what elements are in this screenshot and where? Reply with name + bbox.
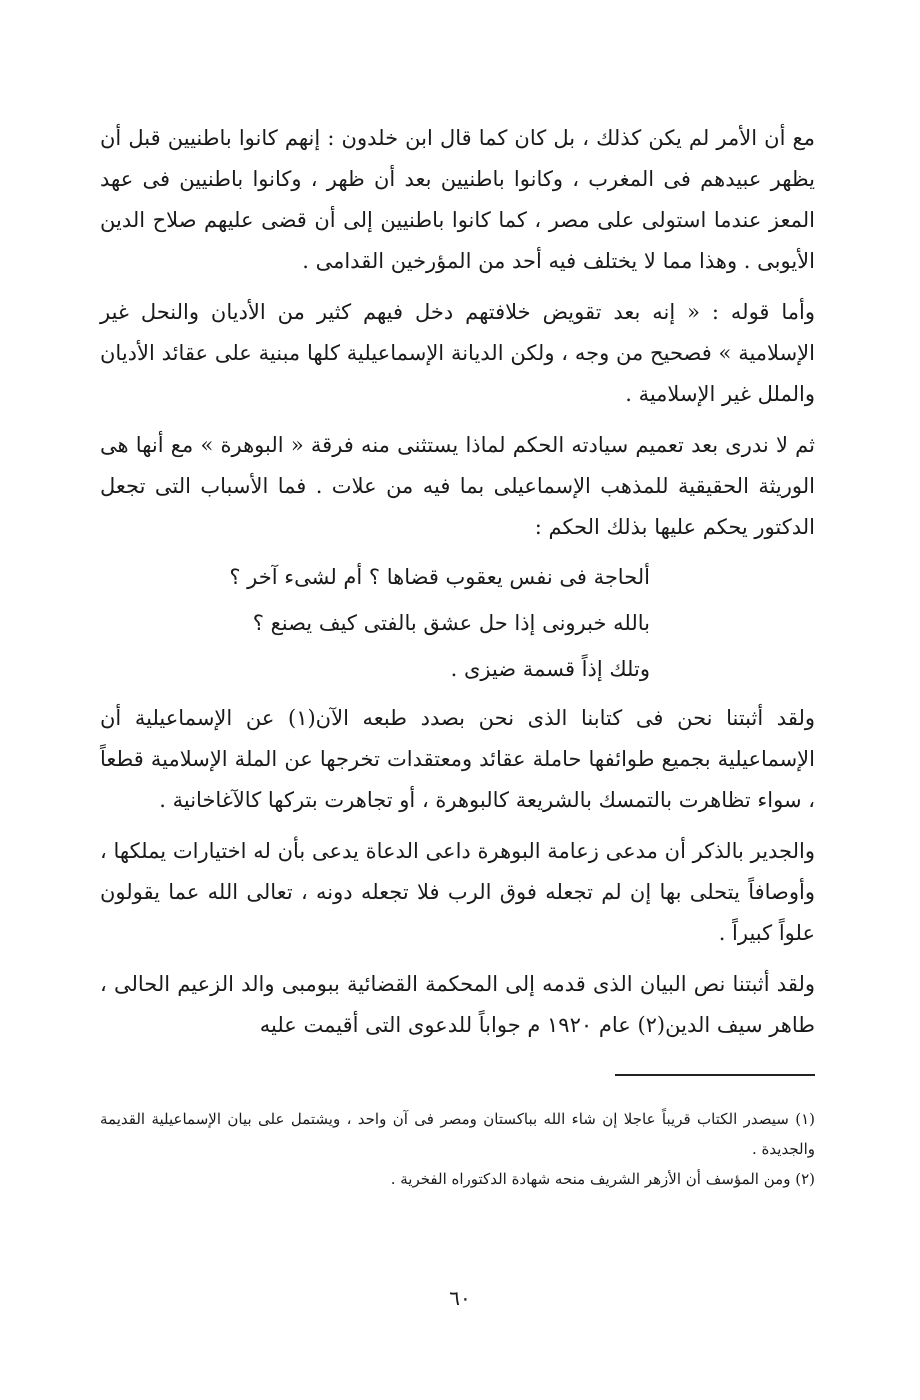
footnote-2: (٢) ومن المؤسف أن الأزهر الشريف منحه شهادة الدكتوراه الفخرية . bbox=[390, 1170, 815, 1188]
verse-line-2: بالله خبرونى إذا حل عشق بالفتى كيف يصنع ؟ bbox=[252, 611, 650, 635]
paragraph-6: ولقد أثبتنا نص البيان الذى قدمه إلى المحكمة القضائية ببومبى والد الزعيم الحالى ، طاهر سيف الدين(٢) عام ١٩٢٠ م جواباً للدعوى التى أقيمت عليه bbox=[100, 972, 815, 1037]
paragraph-3: ثم لا ندرى بعد تعميم سيادته الحكم لماذا يستثنى منه فرقة « البوهرة » مع أنها هى الوريثة الحقيقية للمذهب الإسماعيلى بما فيه من علات . فما الأسباب التى تجعل الدكتور يحكم عليها بذلك الحكم : bbox=[100, 433, 815, 539]
paragraph-1: مع أن الأمر لم يكن كذلك ، بل كان كما قال ابن خلدون : إنهم كانوا باطنيين قبل أن يظهر عبيدهم فى المغرب ، وكانوا باطنيين بعد أن ظهر ، وكانوا باطنيين فى عهد المعز عندما استولى على مصر ، كما كانوا باطنيين إلى أن قضى عليهم صلاح الدين الأيوبى . وهذا مما لا يختلف فيه أحد من المؤرخين القدامى . bbox=[100, 126, 815, 273]
paragraph-5: والجدير بالذكر أن مدعى زعامة البوهرة داعى الدعاة يدعى بأن له اختيارات يملكها ، وأوصافاً يتحلى بها إن لم تجعله فوق الرب فلا تجعله دونه ، تعالى الله عما يقولون علواً كبيراً . bbox=[100, 839, 815, 945]
page-number: ٦٠ bbox=[449, 1286, 471, 1310]
verse-line-1: ألحاجة فى نفس يعقوب قضاها ؟ أم لشىء آخر ؟ bbox=[229, 565, 650, 589]
footnote-rule bbox=[615, 1074, 815, 1076]
footnotes bbox=[100, 1104, 815, 1194]
paragraph-4: ولقد أثبتنا نحن فى كتابنا الذى نحن بصدد طبعه الآن(١) عن الإسماعيلية أن الإسماعيلية بجميع طوائفها حاملة عقائد ومعتقدات تخرجها عن الملة الإسلامية قطعاً ، سواء تظاهرت بالتمسك بالشريعة كالبوهرة ، أو تجاهرت بتركها كالآغاخانية . bbox=[100, 706, 815, 812]
verse-block bbox=[100, 554, 815, 692]
footnote-1: (١) سيصدر الكتاب قريباً عاجلا إن شاء الله بباكستان ومصر فى آن واحد ، ويشتمل على بيان الإسماعيلية القديمة والجديدة . bbox=[100, 1110, 815, 1158]
page-body bbox=[100, 118, 815, 1194]
paragraph-2: وأما قوله : « إنه بعد تقويض خلافتهم دخل فيهم كثير من الأديان والنحل غير الإسلامية » فصحيح من وجه ، ولكن الديانة الإسماعيلية كلها مبنية على عقائد الأديان والملل غير الإسلامية . bbox=[100, 300, 815, 406]
footnote-separator bbox=[100, 1074, 815, 1076]
verse-line-3: وتلك إذاً قسمة ضيزى . bbox=[450, 657, 650, 681]
